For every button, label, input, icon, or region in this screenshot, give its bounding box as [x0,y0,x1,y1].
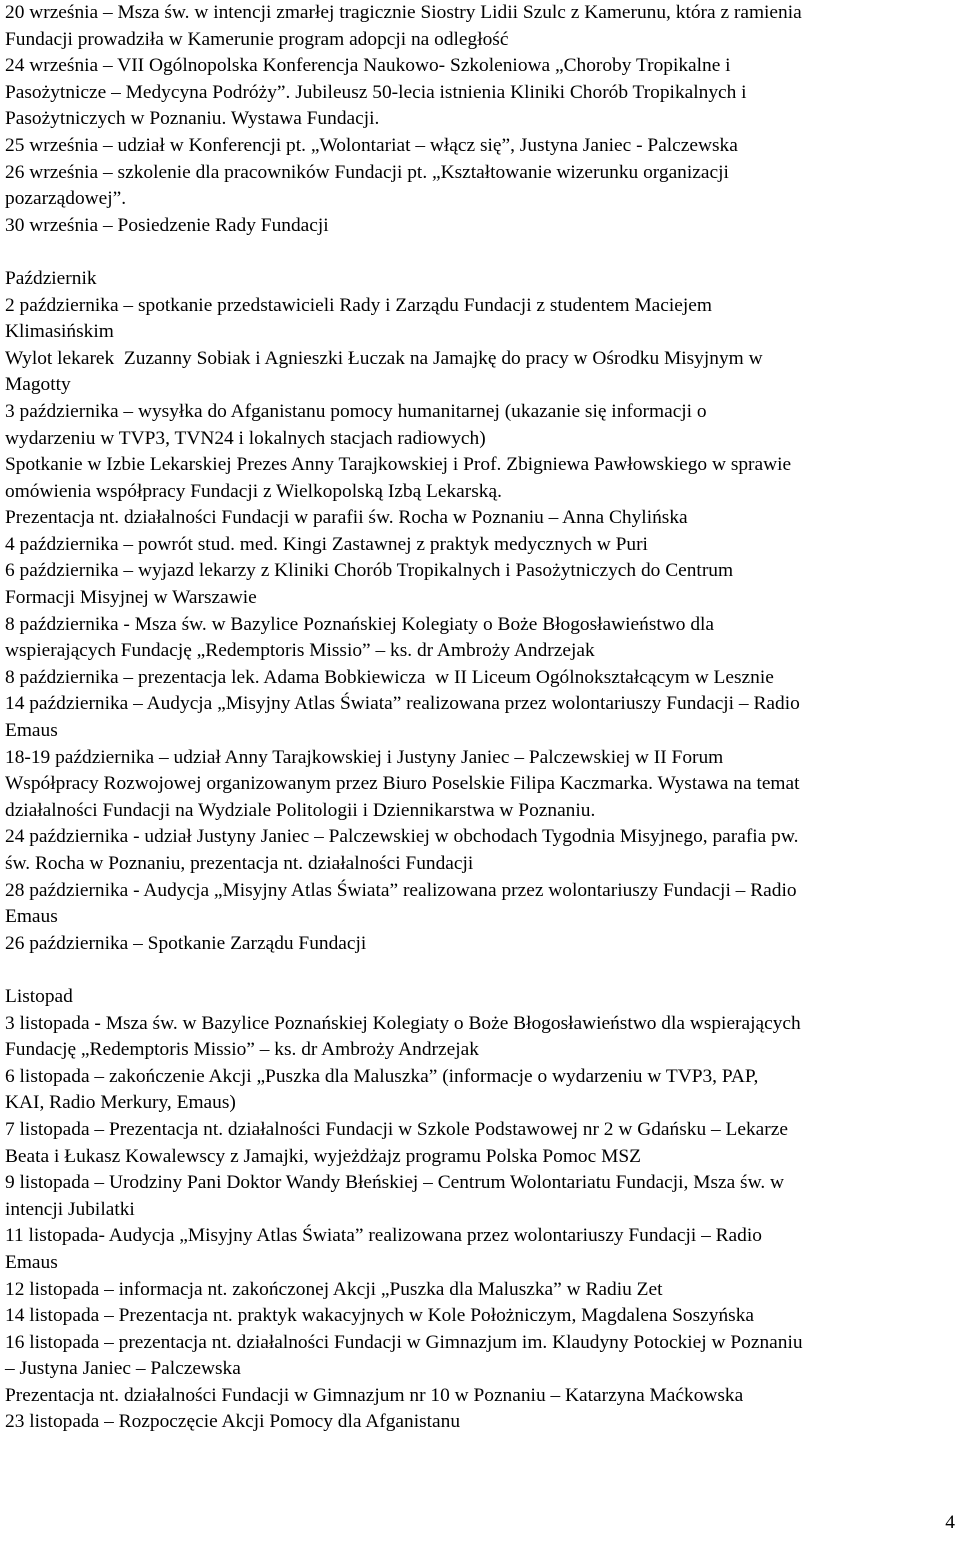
text-line: Prezentacja nt. działalności Fundacji w parafii św. Rocha w Poznaniu – Anna Chylińska [5,507,688,529]
text-line: 26 września – szkolenie dla pracowników Fundacji pt. „Kształtowanie wizerunku organizacji [5,161,729,183]
text-line: 2 października – spotkanie przedstawicieli Rady i Zarządu Fundacji z studentem Maciejem [5,294,712,316]
text-line: 30 września – Posiedzenie Rady Fundacji [5,214,329,236]
text-line: 6 października – wyjazd lekarzy z Kliniki Chorób Tropikalnych i Pasożytniczych do Centrum [5,560,734,582]
text-line: 8 października - Msza św. w Bazylice Poznańskiej Kolegiaty o Boże Błogosławieństwo dla [5,613,715,635]
text-line: 12 listopada – informacja nt. zakończonej Akcji „Puszka dla Maluszka” w Radiu Zet [5,1278,663,1300]
text-line: omówienia współpracy Fundacji z Wielkopolską Izbą Lekarską. [5,480,502,502]
text-line: wspierających Fundację „Redemptoris Missio” – ks. dr Ambroży Andrzejak [5,640,595,662]
text-line: Formacji Misyjnej w Warszawie [5,587,257,609]
text-line: KAI, Radio Merkury, Emaus) [5,1092,236,1114]
text-line: Spotkanie w Izbie Lekarskiej Prezes Anny Tarajkowskiej i Prof. Zbigniewa Pawłowskiego w sprawie [5,454,792,476]
text-line: 28 października - Audycja „Misyjny Atlas Świata” realizowana przez wolontariuszy Fundacji – Radio [5,879,797,901]
blank-line [5,239,957,266]
text-line: Fundację „Redemptoris Missio” – ks. dr Ambroży Andrzejak [5,1039,479,1061]
text-line: 14 listopada – Prezentacja nt. praktyk wakacyjnych w Kole Położniczym, Magdalena Soszyńska [5,1305,755,1327]
text-line: Pasożytniczych w Poznaniu. Wystawa Fundacji. [5,108,380,130]
text-line: 9 listopada – Urodziny Pani Doktor Wandy Błeńskiej – Centrum Wolontariatu Fundacji, Msza św. w [5,1172,785,1194]
text-line: Pasożytnicze – Medycyna Podróży”. Jubileusz 50-lecia istnienia Kliniki Chorób Tropikalnych i [5,81,747,103]
text-line: Emaus [5,1251,58,1273]
text-line: Wylot lekarek Zuzanny Sobiak i Agnieszki Łuczak na Jamajkę do pracy w Ośrodku Misyjnym w [5,347,763,369]
text-line: 14 października – Audycja „Misyjny Atlas Świata” realizowana przez wolontariuszy Fundacji – Radio [5,693,800,715]
text-line: 8 października – prezentacja lek. Adama Bobkiewicza w II Liceum Ogólnokształcącym w Lesznie [5,666,774,688]
text-line: Emaus [5,720,58,742]
text-line: Prezentacja nt. działalności Fundacji w Gimnazjum nr 10 w Poznaniu – Katarzyna Maćkowska [5,1384,744,1406]
text-line: św. Rocha w Poznaniu, prezentacja nt. działalności Fundacji [5,853,474,874]
text-line: 16 listopada – prezentacja nt. działalności Fundacji w Gimnazjum im. Klaudyny Potockiej w Poznaniu [5,1331,803,1353]
page-number: 4 [945,1512,955,1533]
text-line: Emaus [5,906,58,928]
text-line: 20 września – Msza św. w intencji zmarłej tragicznie Siostry Lidii Szulc z Kamerunu, która z ramienia [5,2,802,23]
text-line: 18-19 października – udział Anny Tarajkowskiej i Justyny Janiec – Palczewskiej w II Forum [5,746,724,768]
text-line: Magotty [5,374,71,396]
text-line: 23 listopada – Rozpoczęcie Akcji Pomocy dla Afganistanu [5,1411,461,1433]
text-line: 11 listopada- Audycja „Misyjny Atlas Świata” realizowana przez wolontariuszy Fundacji – Radio [5,1225,762,1247]
section-heading-pazdziernik: Październik [5,267,97,289]
text-line: 24 września – VII Ogólnopolska Konferencja Naukowo- Szkoleniowa „Choroby Tropikalne i [5,55,731,77]
blank-line [5,957,957,984]
text-line: 3 listopada - Msza św. w Bazylice Poznańskiej Kolegiaty o Boże Błogosławieństwo dla wspierających [5,1012,801,1034]
text-line: 3 października – wysyłka do Afganistanu pomocy humanitarnej (ukazanie się informacji o [5,400,707,422]
text-line: intencji Jubilatki [5,1198,135,1220]
text-line: Współpracy Rozwojowej organizowanym przez Biuro Poselskie Filipa Kaczmarka. Wystawa na temat [5,773,800,795]
text-line: Fundacji prowadziła w Kamerunie program adopcji na odległość [5,28,509,50]
text-line: 26 października – Spotkanie Zarządu Fundacji [5,932,367,954]
text-line: 7 listopada – Prezentacja nt. działalności Fundacji w Szkole Podstawowej nr 2 w Gdańsku – Lekarze [5,1118,788,1140]
text-line: 25 września – udział w Konferencji pt. „Wolontariat – włącz się”, Justyna Janiec - Palczewska [5,134,738,156]
text-line: działalności Fundacji na Wydziale Politologii i Dziennikarstwa w Poznaniu. [5,799,596,821]
text-line: Beata i Łukasz Kowalewscy z Jamajki, wyjeżdżajz programu Polska Pomoc MSZ [5,1145,641,1167]
text-line: pozarządowej”. [5,188,127,210]
document-body [5,0,957,1436]
text-line: 4 października – powrót stud. med. Kingi Zastawnej z praktyk medycznych w Puri [5,533,648,555]
text-line: – Justyna Janiec – Palczewska [5,1358,241,1380]
text-line: wydarzeniu w TVP3, TVN24 i lokalnych stacjach radiowych) [5,427,486,449]
text-line: 6 listopada – zakończenie Akcji „Puszka dla Maluszka” (informacje o wydarzeniu w TVP3, PAP, [5,1065,759,1087]
text-line: Klimasińskim [5,321,114,343]
text-line: 24 października - udział Justyny Janiec – Palczewskiej w obchodach Tygodnia Misyjnego, parafia pw. [5,826,799,848]
section-heading-listopad: Listopad [5,985,73,1007]
